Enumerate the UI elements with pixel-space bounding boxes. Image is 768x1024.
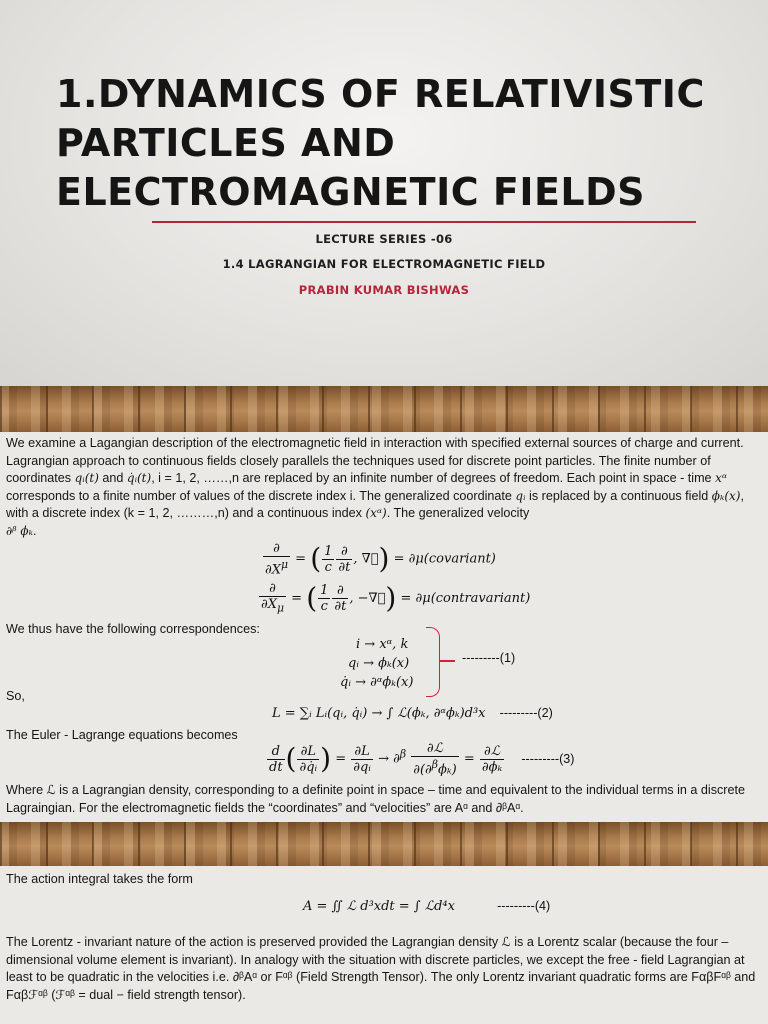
equation-tag-2: ---------(2) <box>499 706 553 720</box>
lecture-series: LECTURE SERIES -06 <box>315 232 453 246</box>
equation-covariant: $\frac{\partial}{\partial X^\mu}$ = ( $\frac{1}{c}$ $\frac{\partial}{\partial t}$ , ∇⃗) = ∂μ(covariant) <box>265 541 496 578</box>
correspondence-3: q̇ᵢ → ∂ᵅϕₖ(x) <box>340 675 414 690</box>
equation-contravariant: $\frac{\partial}{\partial X_\mu}$ = ( $\frac{1}{c}$ $\frac{\partial}{\partial t}$ , −∇⃗) = ∂μ(contravariant) <box>261 581 531 615</box>
wood-band-top <box>0 386 768 432</box>
title-divider <box>152 221 696 223</box>
wood-band-bottom <box>0 822 768 866</box>
brace-tip <box>439 660 455 662</box>
equation-tag-1: ---------(1) <box>462 651 516 665</box>
title-line-3: ELECTROMAGNETIC FIELDS <box>56 170 646 214</box>
brace-icon <box>426 627 440 697</box>
title-line-2: PARTICLES AND <box>56 121 396 165</box>
lagrangian-density-paragraph: Where ℒ is a Lagrangian density, corresponding to a definite point in space – time and equivalent to the individual terms in a discrete Lagraingian. For the electromagnetic fields the “coordinates” and “velocities” are Aᵅ and ∂ᵝAᵅ. <box>6 783 746 815</box>
equation-3: $\frac{d}{dt}$ ( $\frac{\partial L}{\text{∂q̇ᵢ}}$ ) = $\frac{\partial L}{\text{∂qᵢ}}$ → ∂$^\beta$ $\frac{\text{∂ℒ}}{\partial(\partial^\beta\phi_k)}$ = $\frac{\text{∂ℒ}}{\text{∂ϕₖ}}$ ---------(3) <box>269 741 575 778</box>
correspondence-2: qᵢ → ϕₖ(x) <box>348 656 410 671</box>
euler-lagrange-text: The Euler - Lagrange equations becomes <box>6 728 238 742</box>
equation-tag-3: ---------(3) <box>521 751 575 766</box>
correspondences-text: We thus have the following correspondences: <box>6 622 260 636</box>
intro-paragraph: We examine a Lagangian description of the electromagnetic field in interaction with specified external sources of charge and current. Lagrangian approach to continuous fields closely parallels the techniques used for discrete point particles. The finite number of coordinates qᵢ(t) and q̇ᵢ(t), i = 1, 2, ……,n are replaced by an infinite number of degrees of freedom. Each point in space - time xᵅ corresponds to a finite number of values of the discrete index i. The generalized coordinate qᵢ is replaced by a continuous field ϕₖ(x), with a discrete index (k = 1, 2, ………,n) and a continuous index (xᵅ). The generalized velocity ∂ᵝ ϕₖ. <box>6 436 744 538</box>
slide-title <box>56 70 756 217</box>
correspondence-1: i → xᵅ, k <box>356 637 409 652</box>
equation-2: L = ∑ᵢ Lᵢ(qᵢ, q̇ᵢ) → ∫ ℒ(ϕₖ, ∂ᵅϕₖ)d³x ---------(2) <box>272 706 553 721</box>
lorentz-paragraph: The Lorentz - invariant nature of the action is preserved provided the Lagrangian density ℒ is a Lorentz scalar (because the four – dimensional volume element is invariant). In analogy with the situation with discrete particles, we except the free - field Lagrangian at least to be quadratic in the velocities i.e. ∂ᵝAᵅ or Fᵅᵝ (Field Strength Tensor). The only Lorentz invariant quadratic forms are FαβFᵅᵝ and Fαβℱᵅᵝ (ℱᵅᵝ = dual − field strength tensor). <box>6 935 756 1002</box>
action-integral-text: The action integral takes the form <box>6 872 193 886</box>
author-name: PRABIN KUMAR BISHWAS <box>298 283 470 297</box>
equation-4: A = ∬ ℒ d³xdt = ∫ ℒd⁴x ---------(4) <box>303 899 551 914</box>
equation-tag-4: ---------(4) <box>497 899 551 913</box>
so-text: So, <box>6 689 25 703</box>
title-line-1: 1.DYNAMICS OF RELATIVISTIC <box>56 72 705 116</box>
section-title: 1.4 LAGRANGIAN FOR ELECTROMAGNETIC FIELD <box>222 257 546 271</box>
